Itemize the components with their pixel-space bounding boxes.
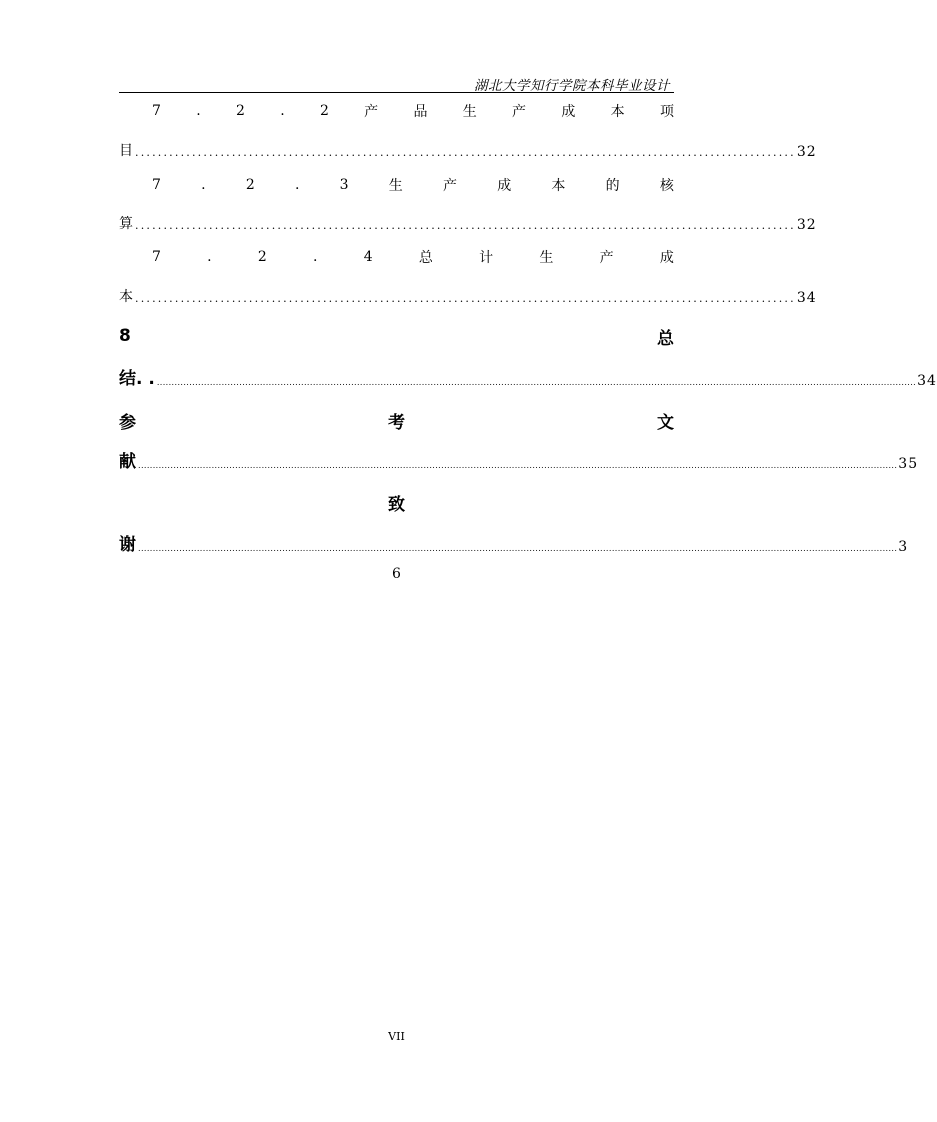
toc-entry-spread [119, 246, 674, 268]
toc-char: 总 [418, 250, 433, 266]
toc-cont-text: 目 [119, 143, 133, 159]
toc-char: 成 [497, 178, 512, 194]
toc-entry-spread [119, 325, 674, 347]
toc-entry-acknowledgement-head [119, 490, 674, 515]
toc-char: 品 [413, 104, 428, 120]
toc-entry-7-2-3-tail [119, 211, 817, 233]
toc-page-number-wrapped [119, 566, 674, 582]
toc-entry-references-head [119, 409, 674, 431]
toc-page-number: 34 [917, 373, 937, 389]
toc-entry-8-head [119, 325, 674, 347]
toc-char: 生 [462, 104, 477, 120]
toc-char: 7 [152, 103, 161, 119]
toc-char: . [196, 103, 201, 119]
toc-char: 产 [364, 104, 379, 120]
toc-entry-7-2-4-tail [119, 284, 817, 306]
toc-cont-text: 谢 [119, 535, 136, 555]
toc-char: 生 [388, 178, 403, 194]
toc-dot-leader: .................................................................................................................................................................................................................................................................. [156, 378, 917, 387]
toc-char: . [294, 177, 300, 193]
toc-char: 的 [605, 178, 620, 194]
toc-page-number: 32 [796, 144, 817, 160]
toc-cont-text: 结. . [119, 369, 155, 389]
toc-entry-spread [119, 409, 674, 431]
toc-char: 本 [610, 104, 625, 120]
toc-leader-line [119, 211, 817, 233]
toc-char: 本 [551, 178, 566, 194]
toc-char: 2 [235, 103, 245, 119]
toc-leader-line [119, 533, 909, 555]
toc-entry-7-2-4-head [119, 246, 674, 268]
toc-page-number: 3 [898, 539, 909, 555]
running-header [119, 74, 674, 93]
toc-cont-text: 献 [119, 452, 136, 472]
toc-dot-leader: .................................................................................................................... [135, 292, 796, 305]
toc-char: 4 [363, 249, 373, 265]
toc-char: 7 [152, 177, 161, 193]
toc-leader-line [119, 138, 817, 160]
toc-entry-references-tail [119, 450, 919, 472]
toc-cont-text: 算 [119, 216, 133, 232]
toc-char: 考 [388, 412, 405, 433]
toc-dot-leader: .................................................................................................................... [135, 219, 796, 232]
toc-entry-8-tail [119, 367, 937, 389]
toc-char: 成 [659, 250, 674, 266]
toc-leader-line [119, 367, 937, 389]
toc-entry-acknowledgement-tail [119, 533, 909, 555]
toc-entry-7-2-2-tail [119, 138, 817, 160]
toc-char: 8 [119, 326, 131, 346]
toc-char: 产 [442, 178, 457, 194]
toc-entry-7-2-3-head [119, 174, 674, 196]
toc-page-number: 34 [796, 290, 817, 306]
toc-char: 成 [561, 104, 576, 120]
toc-char: 核 [659, 178, 674, 194]
toc-leader-line [119, 450, 919, 472]
toc-entry-7-2-2-head [119, 100, 674, 122]
toc-char: 项 [659, 104, 674, 120]
toc-entry-spread [119, 174, 674, 196]
toc-char: . [280, 103, 285, 119]
toc-char: 计 [479, 250, 494, 266]
toc-char: . [201, 177, 206, 193]
toc-dot-leader: .................................................................................................................................................................................................................................................................. [138, 544, 898, 553]
toc-char: 致 [388, 495, 405, 515]
toc-char: 文 [657, 412, 674, 433]
toc-char: 2 [245, 177, 255, 193]
toc-dot-leader: .................................................................................................................... [135, 146, 796, 159]
toc-char: 2 [257, 249, 267, 265]
toc-char: 2 [319, 103, 329, 119]
toc-leader-line [119, 284, 817, 306]
toc-char: 7 [152, 249, 161, 265]
toc-char: 产 [512, 104, 527, 120]
toc-char: 生 [539, 250, 554, 266]
footer-page-number: VII [388, 1030, 405, 1043]
toc-char: . [207, 249, 212, 265]
toc-char: 产 [599, 250, 614, 266]
header-title: 湖北大学知行学院本科毕业设计 [474, 78, 670, 94]
toc-dot-leader: .................................................................................................................................................................................................................................................................. [138, 461, 898, 470]
toc-page-number: 35 [898, 456, 919, 472]
toc-char: 参 [119, 412, 136, 433]
toc-entry-spread [119, 100, 674, 122]
toc-cont-text: 本 [119, 289, 133, 305]
toc-page-number: 32 [796, 217, 817, 233]
toc-char: . [313, 249, 318, 265]
toc-char: 总 [657, 328, 674, 349]
toc-page-number-tail: 6 [392, 566, 401, 582]
toc-char: 3 [339, 177, 349, 193]
